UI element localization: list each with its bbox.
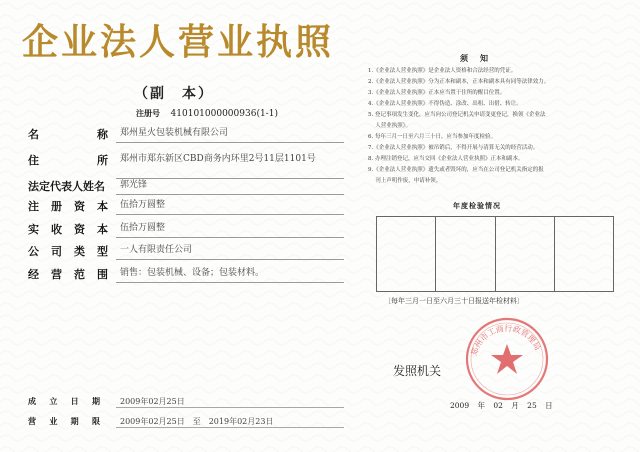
label-char: 型	[97, 245, 108, 258]
label-char: 经	[28, 268, 39, 281]
label-char: 注	[28, 200, 39, 213]
label-char: 资	[74, 200, 85, 213]
label-char: 围	[97, 268, 108, 281]
underline	[116, 237, 344, 238]
field-label	[28, 396, 100, 407]
notice-item: 4.《企业法人营业执照》不得伪造、涂改、出租、出借、转让。	[368, 101, 522, 107]
official-seal-icon	[462, 314, 552, 404]
field-value: 郑州星火包装机械有限公司	[120, 128, 229, 138]
underline	[116, 194, 344, 195]
field-label	[28, 152, 108, 168]
registration-label: 注册号	[136, 109, 160, 118]
inspection-boxes	[376, 216, 614, 292]
label-char: 范	[74, 268, 85, 281]
label-char: 限	[91, 417, 100, 426]
inspection-box	[496, 217, 555, 291]
inspection-box	[555, 217, 613, 291]
field-value: 伍拾万圆整	[120, 223, 166, 233]
notice-item: 6. 每年三月一日至六月三十日，应当参加年度检验。	[368, 134, 496, 140]
inspection-note: 〔每年三月一日至六月三十日报送年检材料〕	[384, 297, 524, 305]
document-subtitle: （副 本）	[134, 86, 214, 102]
label-char: 册	[51, 200, 62, 213]
label-char: 所	[97, 154, 108, 167]
label-char: 名	[28, 128, 39, 141]
field-value: 郑州市郑东新区CBD商务内环里2号11层1101号	[120, 154, 316, 164]
field-label	[28, 221, 108, 237]
issue-date: 2009 年 02 月 25 日	[450, 401, 553, 410]
notice-item: 人营业执照》。	[368, 123, 411, 129]
field-value: 销售：包装机械、设备；包装材料。	[120, 268, 265, 278]
label-char: 营	[51, 268, 62, 281]
field-value: 一人有限责任公司	[120, 245, 193, 255]
field-label	[28, 198, 108, 214]
notice-item: 9.《企业法人营业执照》遗失或者毁坏的，应当在公司登记机关指定的报	[368, 167, 544, 173]
label-char: 期	[91, 397, 100, 406]
underline	[116, 407, 344, 408]
underline	[116, 259, 344, 260]
registration-number	[136, 108, 278, 119]
inspection-title: 年度检验情况	[453, 202, 501, 210]
field-value: 郭光锋	[120, 180, 148, 190]
label-char: 立	[49, 397, 58, 406]
underline	[116, 282, 344, 283]
field-label: 法定代表人姓名	[28, 180, 105, 193]
seal-text: 郑州市工商行政管理局	[469, 323, 543, 357]
inspection-box	[436, 217, 495, 291]
label-char: 实	[28, 223, 39, 236]
field-label	[28, 243, 108, 259]
registration-value: 410101000000936(1-1)	[170, 109, 278, 119]
label-char: 类	[74, 245, 85, 258]
document-title: 企业法人营业执照	[22, 22, 335, 63]
field-value: 2009年02月25日	[120, 397, 185, 406]
label-char: 司	[51, 245, 62, 258]
inspection-box	[377, 217, 436, 291]
field-label	[28, 126, 108, 142]
underline	[116, 427, 344, 428]
label-char: 公	[28, 245, 39, 258]
notice-item: 2.《企业法人营业执照》分为正本和副本，正本和副本具有同等法律效力。	[368, 79, 550, 85]
field-value: 2009年02月25日 至 2019年02月23日	[120, 417, 274, 426]
notice-item: 刊上声明作废，申请补领。	[368, 178, 442, 184]
notice-item: 7.《企业法人营业执照》被吊销后，不得开展与清算无关的经营活动。	[368, 145, 539, 151]
field-label	[28, 266, 108, 282]
label-char: 营	[28, 417, 36, 426]
label-char: 日	[70, 397, 79, 406]
label-char: 称	[97, 128, 108, 141]
label-char: 住	[28, 154, 39, 167]
notice-item: 1.《企业法人营业执照》是企业法人资格和合法经营的凭证。	[368, 68, 517, 74]
issuer-label: 发照机关	[393, 364, 442, 378]
notice-list	[368, 66, 616, 187]
underline	[116, 142, 344, 143]
label-char: 本	[97, 200, 108, 213]
notice-item: 3.《企业法人营业执照》正本应当置于住所的醒目位置。	[368, 90, 506, 96]
underline	[116, 178, 344, 179]
label-char: 业	[49, 417, 58, 426]
label-char: 成	[28, 397, 36, 406]
notice-title: 须 知	[460, 54, 490, 63]
notice-item: 5. 登记事项发生变化，应当向公司登记机关申请变更登记，换领《企业法	[368, 112, 546, 118]
notice-item: 8. 办理注销登记，应当交回《企业法人营业执照》正本和副本。	[368, 156, 524, 162]
underline	[116, 214, 344, 215]
field-label	[28, 416, 100, 427]
label-char: 本	[97, 223, 108, 236]
label-char: 资	[74, 223, 85, 236]
label-char: 期	[70, 417, 79, 426]
label-char: 收	[51, 223, 62, 236]
field-value: 伍拾万圆整	[120, 200, 166, 210]
